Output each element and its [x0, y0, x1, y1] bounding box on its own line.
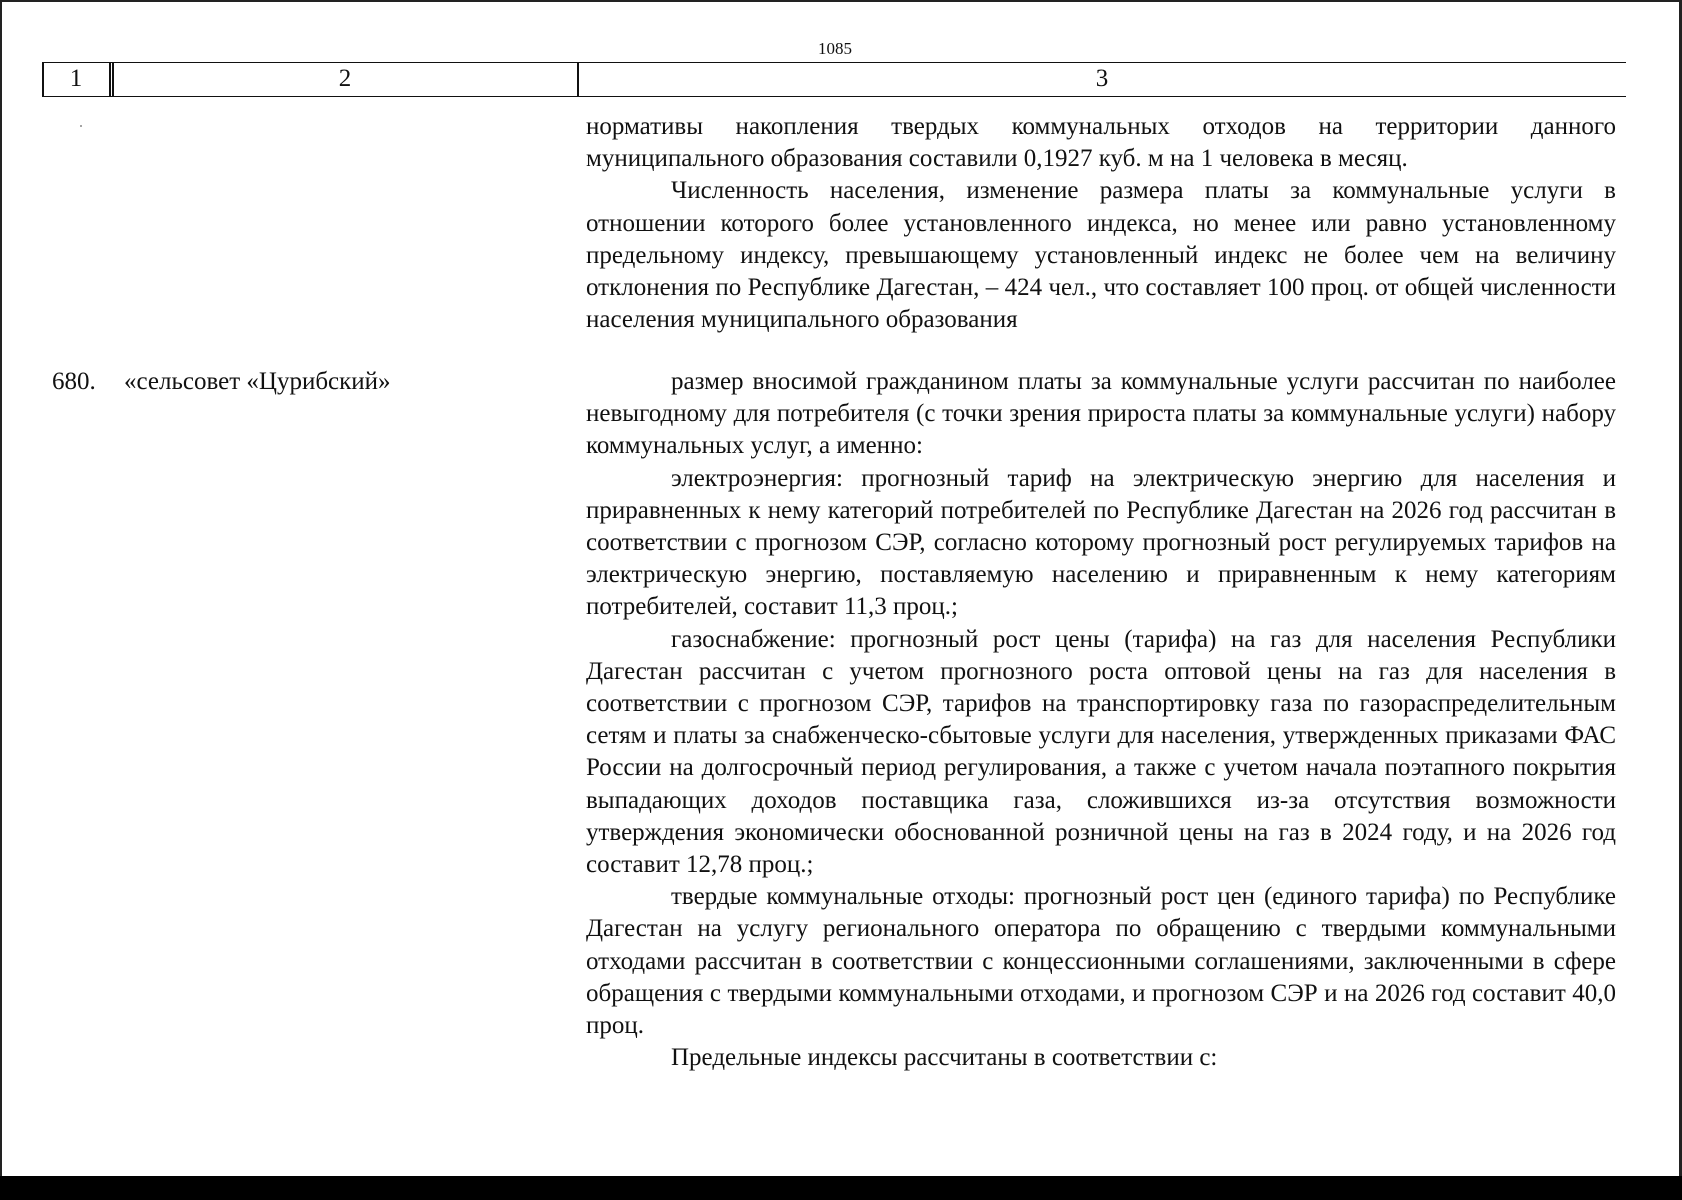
scan-bottom-band — [0, 1176, 1682, 1200]
scan-border-top — [0, 0, 1682, 2]
page-number: 1085 — [818, 39, 852, 58]
paragraph: размер вносимой гражданином платы за коммунальные услуги рассчитан по наиболее невыгодному для потребителя (с точки зрения прироста платы за коммунальные услуги) набору коммунальных услуг, а именно: — [586, 368, 1616, 460]
row-description — [586, 366, 1616, 1074]
paragraph: нормативы накопления твердых коммунальных отходов на территории данного муниципального образования составили 0,1927 куб. м на 1 человека в месяц. — [586, 113, 1616, 173]
row-name: «сельсовет «Цурибский» — [124, 368, 391, 395]
paragraph: электроэнергия: прогнозный тариф на электрическую энергию для населения и приравненных к нему категорий потребителей по Республике Дагестан на 2026 год рассчитан в соответствии с прогнозом СЭР, согласно которому прогнозный рост регулируемых тарифов на электрическую энергию, поставляемую населению и приравненным к нему категориям потребителей, составит 11,3 проц.; — [586, 464, 1616, 621]
paragraph: твердые коммунальные отходы: прогнозный рост цен (единого тарифа) по Республике Дагестан на услугу регионального оператора по обращению с твердыми коммунальными отходами рассчитан в соответствии с концессионными соглашениями, заключенными в сфере обращения с твердыми коммунальными отходами, и прогнозом СЭР и на 2026 год составит 40,0 проц. — [586, 883, 1616, 1040]
paragraph: Предельные индексы рассчитаны в соответствии с: — [671, 1044, 1218, 1072]
table-header-col1: 1 — [69, 65, 83, 92]
scan-speck — [80, 125, 82, 127]
table-header — [42, 62, 1626, 97]
row-number: 680. — [52, 368, 96, 395]
scan-border-left — [0, 0, 2, 1176]
table-header-col2: 2 — [338, 65, 352, 92]
table-header-divider — [109, 63, 111, 96]
table-header-col3: 3 — [1095, 65, 1109, 92]
paragraph: газоснабжение: прогнозный рост цены (тарифа) на газ для населения Республики Дагестан рассчитан с учетом прогнозного роста оптовой цены на газ для населения в соответствии с прогнозом СЭР, тарифов на транспортировку газа по газораспределительным сетям и платы за снабженческо-сбытовые услуги для населения, утвержденных приказами ФАС России на долгосрочный период регулирования, а также с учетом начала поэтапного покрытия выпадающих доходов поставщика газа, сложившихся из-за отсутствия возможности утверждения экономически обоснованной розничной цены на газ в 2024 году, и на 2026 год составит 12,78 проц.; — [586, 625, 1616, 879]
paragraph: Численность населения, изменение размера платы за коммунальные услуги в отношении которого более установленного индекса, но менее или равно установленному предельному индексу, превышающему установленный индекс не более чем на величину отклонения по Республике Дагестан, – 424 чел., что составляет 100 проц. от общей численности населения муниципального образования — [586, 177, 1616, 334]
continuation-text — [586, 111, 1616, 336]
